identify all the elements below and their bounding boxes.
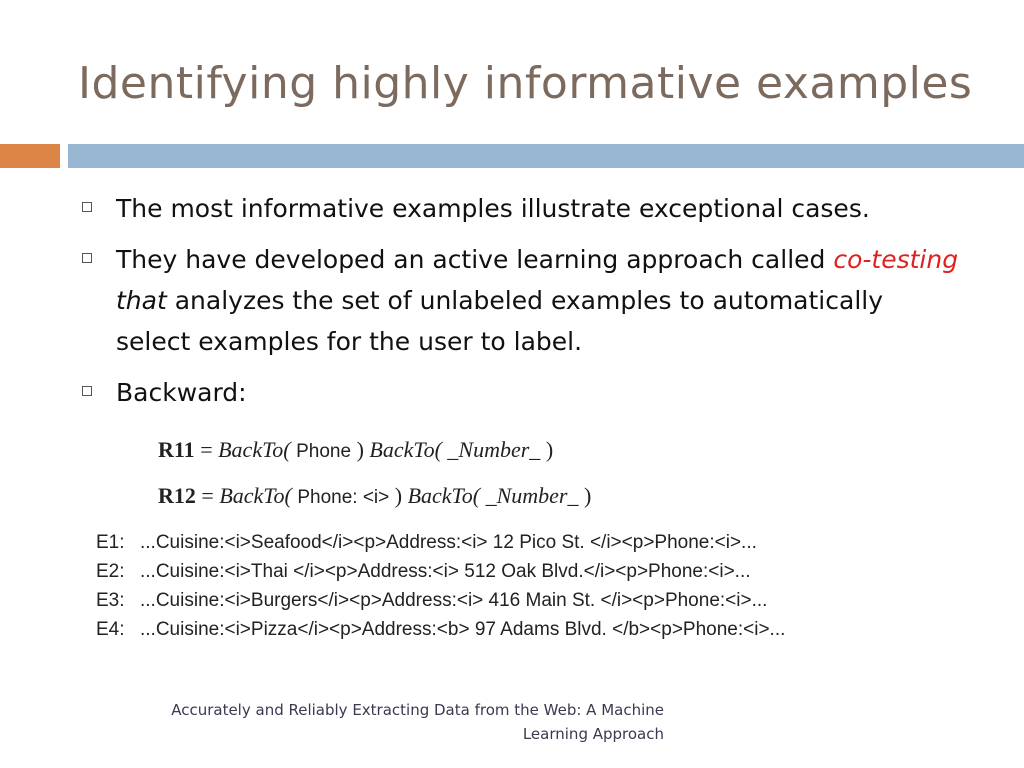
bullet-list [80,188,960,423]
example-id: E1: [96,532,125,553]
rule-name: R12 [158,483,196,508]
rule-line [158,437,591,483]
rule-name: R11 [158,437,195,462]
rule-close: ) [394,483,403,508]
rule-eq: = [200,437,213,462]
example-text: ...Cuisine:<i>Seafood</i><p>Address:<i> 12 Pico St. </i><p>Phone:<i>... [140,532,757,553]
rule-fn: BackTo( [218,437,291,462]
square-bullet-icon [82,253,92,263]
rule-line [158,483,591,529]
accent-bar-orange [0,144,60,168]
example-id: E3: [96,590,125,611]
bullet-text: Backward: [116,378,247,407]
example-row [96,561,785,590]
rule-arg: Phone: <i> [297,487,390,508]
rule-fn: BackTo( [369,437,442,462]
example-text: ...Cuisine:<i>Thai </i><p>Address:<i> 512 Oak Blvd.</i><p>Phone:<i>... [140,561,751,582]
rules-block [158,437,591,529]
bullet-text: They have developed an active learning approach called [116,245,834,274]
bullet-text: The most informative examples illustrate exceptional cases. [116,194,870,223]
slide-footer: Accurately and Reliably Extracting Data from the Web: A Machine Learning Approach [171,701,664,743]
bullet-item [80,188,960,229]
rule-arg: Phone [296,441,352,462]
example-id: E2: [96,561,125,582]
rule-close: ) [356,437,364,462]
example-text: ...Cuisine:<i>Pizza</i><p>Address:<b> 97 Adams Blvd. </b><p>Phone:<i>... [140,619,786,640]
rule-eq: = [201,483,214,508]
examples-block [96,532,785,648]
square-bullet-icon [82,202,92,212]
accent-bar-blue [68,144,1024,168]
rule-arg: _Number_ [447,437,541,462]
rule-fn: BackTo( [407,483,481,508]
example-row [96,619,785,648]
bullet-text-continued: analyzes the set of unlabeled examples to automatically select examples for the user to label. [116,286,884,356]
rule-close: ) [583,483,592,508]
example-row [96,590,785,619]
slide-title: Identifying highly informative examples [78,58,973,109]
example-text: ...Cuisine:<i>Burgers</i><p>Address:<i> 416 Main St. </i><p>Phone:<i>... [140,590,768,611]
rule-close: ) [545,437,554,462]
bullet-item [80,372,960,413]
example-id: E4: [96,619,125,640]
example-row [96,532,785,561]
square-bullet-icon [82,386,92,396]
italic-word: that [116,286,167,315]
highlight-term: co-testing [833,245,959,274]
bullet-item [80,239,960,362]
rule-arg: _Number_ [485,483,579,508]
rule-fn: BackTo( [219,483,292,508]
